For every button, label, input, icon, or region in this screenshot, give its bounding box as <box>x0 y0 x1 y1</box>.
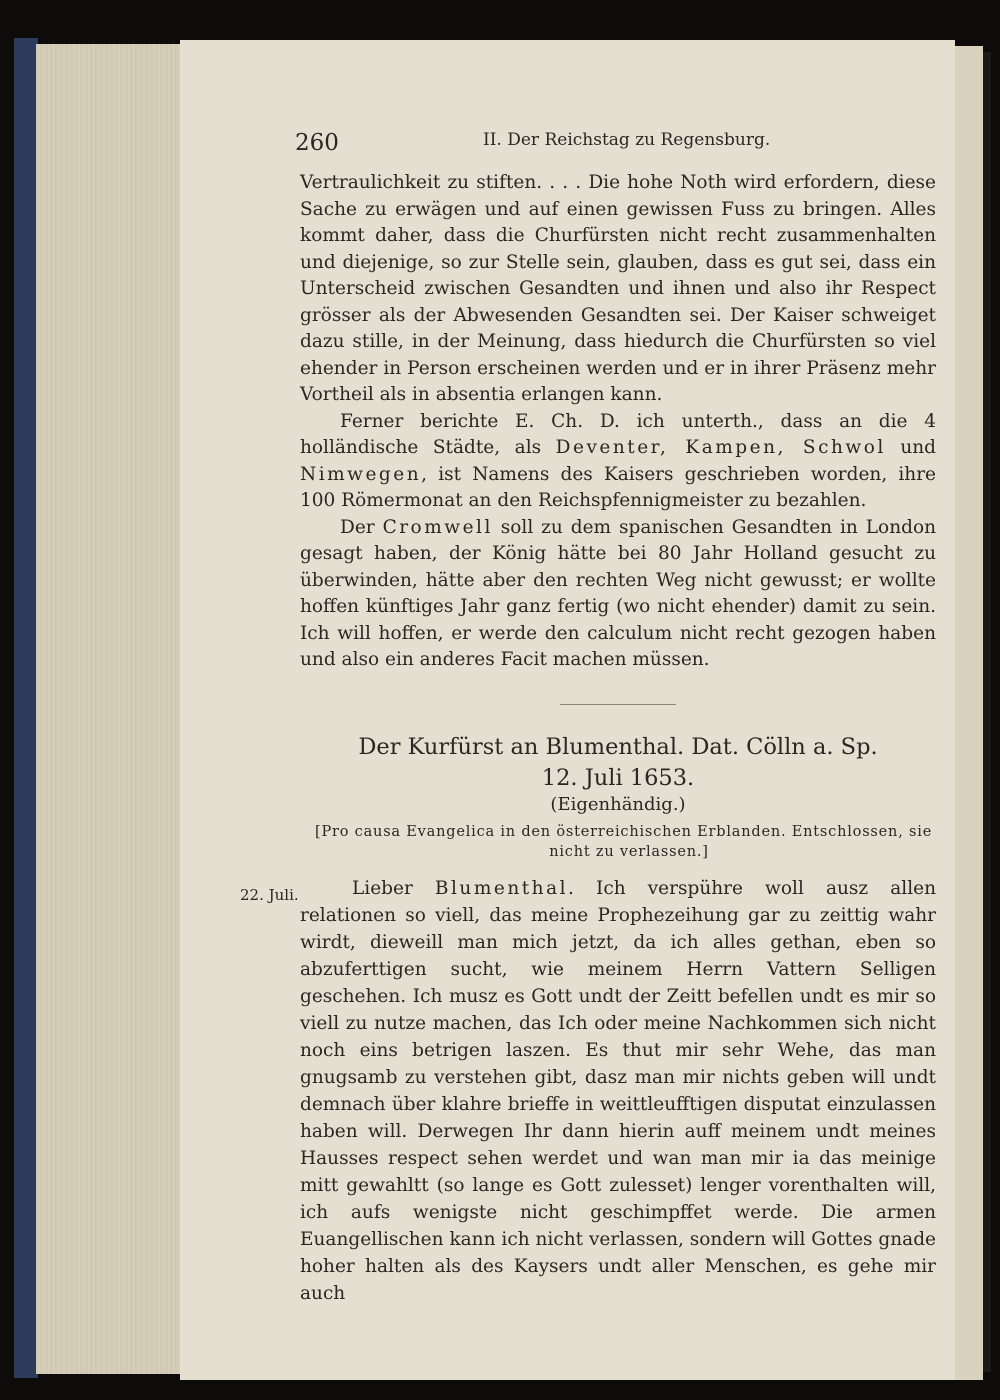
paragraph-2 <box>300 409 936 515</box>
spaced-nimwegen: Nimwegen <box>300 463 422 485</box>
paragraph-2-start: Ferner berichte E. Ch. D. ich unterth., dass an die 4 holländische Städte, als <box>300 410 936 458</box>
paragraph-3 <box>300 515 936 674</box>
facing-page-edge <box>955 46 983 1380</box>
letter-text <box>300 875 936 1307</box>
letter-salutation: Lieber <box>352 878 435 899</box>
paragraph-3-end: soll zu dem spanischen Gesandten in London gesagt haben, der König hätte bei 80 Jahr Holland gesucht zu überwinden, hätte aber den rechten Weg nicht gewusst; er wollte hoffen künftiges Jahr ganz fertig (wo nicht ehender) damit zu sein. Ich will hoffen, er werde den calculum nicht recht gezogen haben und also ein anderes Facit machen müssen. <box>300 516 936 670</box>
book-cover-edge <box>14 38 38 1378</box>
letter-heading-line2: 12. Juli 1653. <box>541 765 695 791</box>
summary-line-2: nicht zu verlassen.] <box>549 844 709 860</box>
spaced-blumenthal: Blumenthal <box>434 878 569 899</box>
book-page <box>180 40 955 1380</box>
margin-date: 22. Juli. <box>240 886 299 904</box>
summary-line-1: [Pro causa Evangelica in den österreichischen Erblanden. Entschlossen, sie <box>315 824 933 840</box>
letter-heading <box>300 732 936 794</box>
spaced-cromwell: Cromwell <box>382 516 493 538</box>
page-number: 260 <box>295 130 339 156</box>
paragraph-2-end: , ist Namens des Kaisers geschrieben worden, ihre 100 Römermonat an den Reichspfennigmeister zu bezahlen. <box>300 463 936 511</box>
page-header <box>295 126 915 166</box>
letter-body: . Ich verspühre woll ausz allen relationen so viell, das meine Prophezeihung gar zu zeittig wahr wirdt, dieweill man mich jetzt, da ich alles gethan, eben so abzuferttigen sucht, wie meinem Herrn Vattern Selligen geschehen. Ich musz es Gott undt der Zeitt befellen undt es mir so viell zu nutze machen, das Ich oder meine Nachkommen sich nicht noch eins betrigen laszen. Es thut mir sehr Wehe, das man gnugsamb zu verstehen gibt, dasz man mir nichts geben will undt demnach über klahre brieffe in weittleufftigen disputat einzulassen haben will. Derwegen Ihr dann hierin auff meinem undt meines Hausses respect sehen werdet und wan man mir ia das meinige mitt gewahltt (so lange es Gott zulesset) lenger vorenthalten will, ich aufs wenigste nicht geschimpffet werde. Die armen Euangellischen kann ich nicht verlassen, sondern will Gottes gnade hoher halten als des Kaysers undt aller Menschen, es gehe mir auch <box>300 878 936 1304</box>
running-head: II. Der Reichstag zu Regensburg. <box>483 130 771 150</box>
section-divider <box>560 704 676 705</box>
letter-heading-line1: Der Kurfürst an Blumenthal. Dat. Cölln a. Sp. <box>358 734 878 760</box>
letter-summary <box>315 822 943 862</box>
spaced-city-names: Deventer, Kampen, Schwol <box>555 437 886 458</box>
book-gutter <box>983 52 991 1372</box>
paragraph-1: Vertraulichkeit zu stiften. . . . Die hohe Noth wird erfordern, diese Sache zu erwägen und auf einen gewissen Fuss zu bringen. Alles kommt daher, dass die Churfürsten nicht recht zusammenhalten und diejenige, so zur Stelle sein, glauben, dass es gut sei, dass ein Unterscheid zwischen Gesandten und ihnen und also ihr Respect grösser als der Abwesenden Gesandten sei. Der Kaiser schweiget dazu stille, in der Meinung, dass hiedurch die Churfürsten so viel ehender in Person erscheinen werden und er in ihrer Präsenz mehr Vortheil als in absentia erlangen kann. <box>300 172 936 405</box>
letter-note-eigenhaendig: (Eigenhändig.) <box>550 794 686 815</box>
page-edges <box>36 44 186 1374</box>
letter-paragraph <box>300 875 936 1307</box>
paragraph-3-start: Der <box>340 516 383 538</box>
body-text <box>300 170 936 674</box>
paragraph-2-und: und <box>885 437 937 458</box>
